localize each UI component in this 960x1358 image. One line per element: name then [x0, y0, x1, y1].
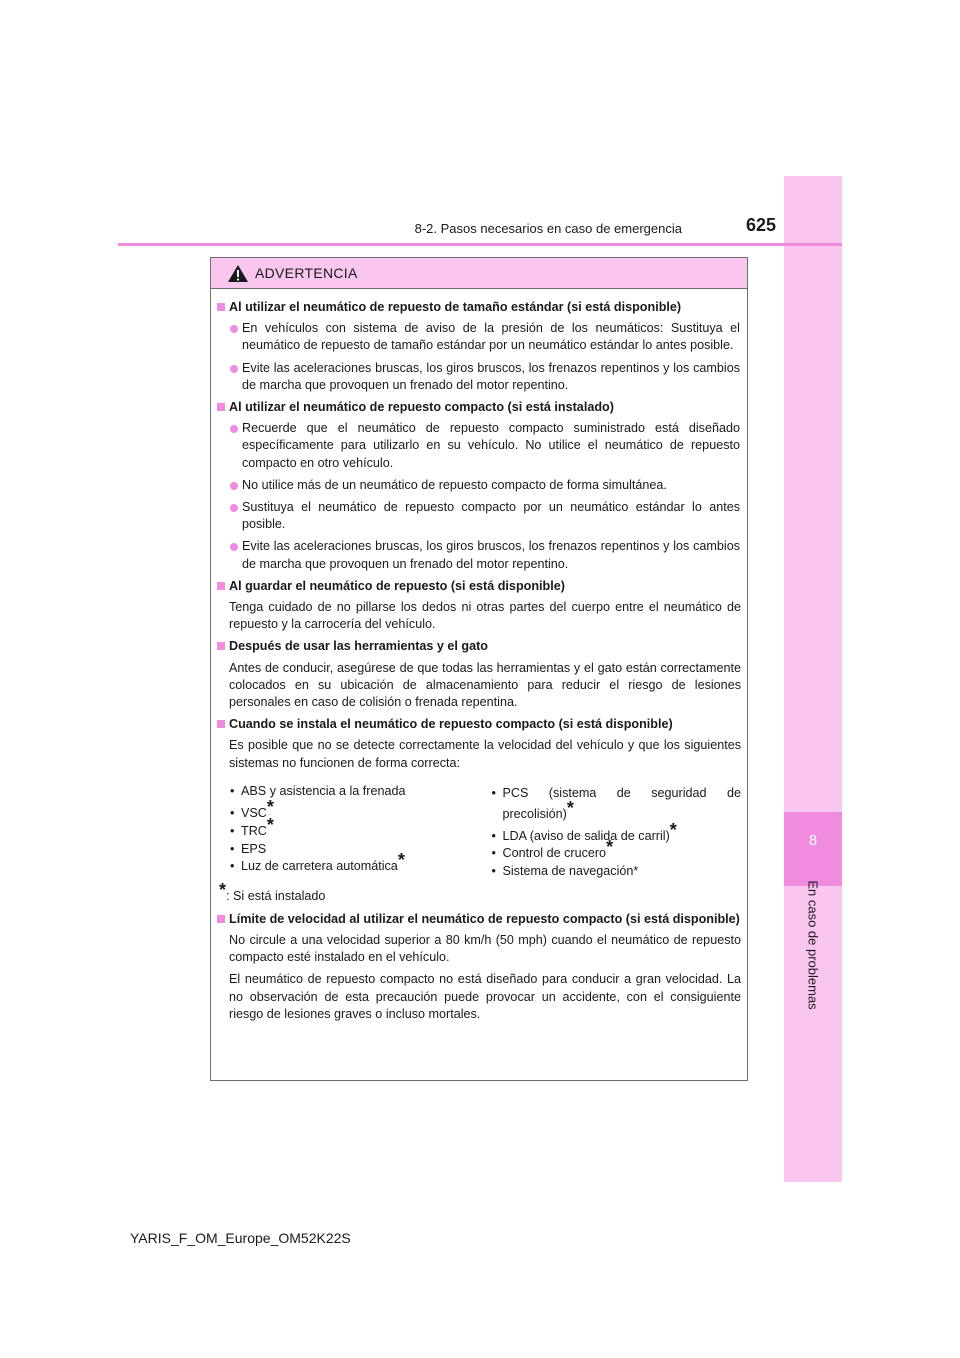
warning-triangle-icon: [227, 264, 249, 283]
chapter-number-tab: [784, 812, 842, 886]
system-item: • TRC*: [230, 815, 274, 839]
list-item: Sustituya el neumático de repuesto compacto por un neumático estándar lo antes posible.: [217, 499, 741, 533]
round-bullet-icon: [230, 365, 238, 373]
asterisk-mark: *: [566, 797, 574, 818]
section-text: Antes de conducir, asegúrese de que todas las herramientas y el gato están correctamente colocados en su ubicación de almacenamiento para reducir el riesgo de lesiones personales en caso de colisión o frenada repentina.: [229, 660, 741, 710]
warning-body: [211, 289, 747, 1023]
chapter-side-tab: [784, 176, 842, 1182]
section-heading: Al utilizar el neumático de repuesto compacto (si está instalado): [217, 399, 741, 416]
warning-header: [211, 258, 747, 289]
header-rule: [118, 243, 842, 246]
asterisk-mark: *: [219, 879, 227, 900]
system-item: • PCS (sistema de seguridad de precolisión)*: [491, 785, 741, 821]
list-item: Evite las aceleraciones bruscas, los giros bruscos, los frenazos repentinos y los cambios de marcha que provoquen un frenado del motor repentino.: [217, 360, 741, 394]
systems-right-column: [490, 783, 741, 880]
asterisk-mark: *: [266, 815, 274, 836]
section-heading: Al guardar el neumático de repuesto (si está disponible): [217, 578, 741, 595]
list-item: Evite las aceleraciones bruscas, los giros bruscos, los frenazos repentinos y los cambios de marcha que provoquen un frenado del motor repentino.: [217, 538, 741, 572]
warning-title: ADVERTENCIA: [255, 265, 358, 281]
section-title: 8-2. Pasos necesarios en caso de emergencia: [414, 221, 682, 236]
square-bullet-icon: [217, 642, 225, 650]
document-code: YARIS_F_OM_Europe_OM52K22S: [130, 1230, 351, 1246]
round-bullet-icon: [230, 325, 238, 333]
round-bullet-icon: [230, 504, 238, 512]
asterisk-mark: *: [606, 837, 614, 858]
system-item: • Luz de carretera automática*: [230, 850, 405, 874]
chapter-title: En caso de problemas: [805, 880, 821, 1010]
list-item: Recuerde que el neumático de repuesto compacto suministrado está diseñado específicamente para utilizarlo en su vehículo. No utilice el neumático de repuesto compacto en otro vehículo.: [217, 420, 741, 472]
section-text: El neumático de repuesto compacto no está diseñado para conducir a gran velocidad. La no observación de esta precaución puede provocar un accidente, con el consiguiente riesgo de lesiones graves o incluso mortales.: [229, 972, 741, 1021]
section-heading: Después de usar las herramientas y el gato: [217, 638, 741, 655]
asterisk-mark: *: [669, 819, 677, 840]
system-item: • EPS: [230, 841, 267, 856]
system-item: • Control de crucero*: [491, 837, 614, 861]
square-bullet-icon: [217, 582, 225, 590]
systems-left-column: [229, 783, 490, 880]
system-item: • Sistema de navegación*: [491, 864, 639, 879]
round-bullet-icon: [230, 425, 238, 433]
list-item: En vehículos con sistema de aviso de la presión de los neumáticos: Sustituya el neumático de repuesto de tamaño estándar por un neumático estándar lo antes posible.: [217, 320, 741, 354]
system-item: • ABS y asistencia a la frenada: [230, 783, 406, 798]
chapter-number: 8: [808, 832, 818, 849]
warning-box: [210, 257, 748, 1081]
section-heading: Cuando se instala el neumático de repuesto compacto (si está disponible): [217, 716, 741, 733]
section-text: Tenga cuidado de no pillarse los dedos ni otras partes del cuerpo entre el neumático de repuesto y la carrocería del vehículo.: [229, 600, 741, 632]
page-number: 625: [746, 215, 777, 235]
square-bullet-icon: [217, 303, 225, 311]
asterisk-mark: *: [397, 850, 405, 871]
footnote: *: Si está instalado: [219, 879, 326, 903]
system-item: • LDA (aviso de salida de carril)*: [491, 819, 677, 843]
section-heading: Al utilizar el neumático de repuesto de tamaño estándar (si está disponible): [217, 299, 741, 316]
square-bullet-icon: [217, 403, 225, 411]
system-item: • VSC*: [230, 797, 274, 821]
square-bullet-icon: [217, 915, 225, 923]
asterisk-mark: *: [266, 797, 274, 818]
section-heading: Límite de velocidad al utilizar el neumático de repuesto compacto (si está disponible): [217, 911, 741, 928]
section-text: No circule a una velocidad superior a 80 km/h (50 mph) cuando el neumático de repuesto compacto esté instalado en el vehículo.: [229, 933, 741, 965]
section-text: Es posible que no se detecte correctamente la velocidad del vehículo y que los siguientes sistemas no funcionen de forma correcta:: [229, 738, 741, 770]
round-bullet-icon: [230, 543, 238, 551]
systems-list: [217, 783, 741, 880]
square-bullet-icon: [217, 720, 225, 728]
round-bullet-icon: [230, 482, 238, 490]
list-item: No utilice más de un neumático de repuesto compacto de forma simultánea.: [217, 477, 741, 494]
